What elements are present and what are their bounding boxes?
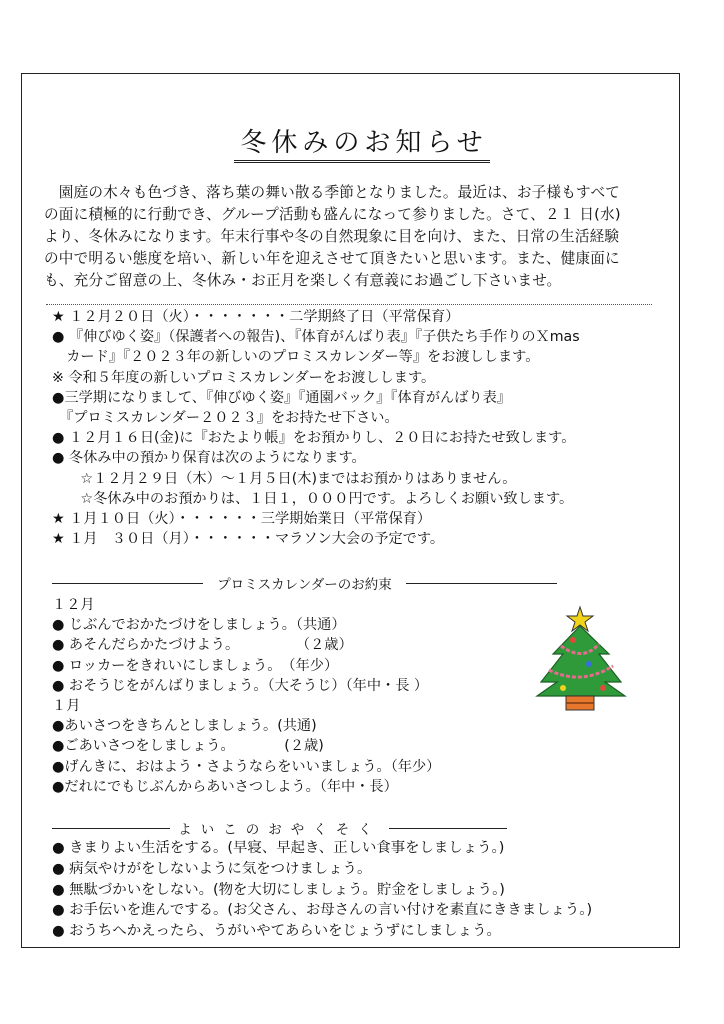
promise-item: ● あそんだらかたづけよう。 （２歳） (52, 637, 353, 654)
good-promise-heading-text: よいこのおやくそく (178, 822, 381, 838)
page-title-text: 冬休みのお知らせ (234, 128, 489, 163)
schedule-item: ● 冬休み中の預かり保育は次のようになります。 (52, 450, 366, 467)
promise-item: ●あいさつをきちんとしましょう。(共通) (52, 718, 317, 735)
intro-line: より、冬休みになります。年末行事や冬の自然現象に目を向け、また、日常の生活経験 (44, 228, 620, 245)
promise-heading-text: プロミスカレンダーのお約束 (217, 577, 392, 593)
good-promise-item: ● おうちへかえったら、うがいやてあらいをじょうずにしましょう。 (52, 923, 501, 940)
schedule-item: カード』『２０２３年の新しいのプロミスカレンダー等』をお渡しします。 (52, 349, 540, 366)
schedule-item: ● 『伸びゆく姿』（保護者への報告)、『体育がんばり表』『子供たち手作りのＸmas (52, 329, 580, 346)
schedule-item: ★ １月１０日（火）・・・・・・三学期始業日（平常保育） (52, 511, 432, 528)
promise-item: １月 (52, 698, 81, 715)
promise-item: ● じぶんでおかたづけをしましょう。（共通） (52, 617, 346, 634)
tree-body (537, 626, 625, 696)
promise-list (52, 595, 440, 797)
schedule-item: ☆冬休み中のお預かりは、１日１，０００円です。よろしくお願い致します。 (52, 490, 574, 507)
dotted-divider (46, 304, 652, 305)
heading-rule-left (52, 583, 203, 584)
schedule-item: ● １２月１６日(金)に『おたより帳』をお預かりし、２０日にお持たせ致します。 (52, 430, 576, 447)
christmas-tree-icon (533, 604, 633, 714)
good-promise-item: ● 無駄づかいをしない。(物を大切にしましょう。貯金をしましょう。) (52, 881, 505, 898)
tree-ornament (570, 637, 576, 643)
good-promise-item: ● 病気やけがをしないように気をつけましょう。 (52, 860, 372, 877)
promise-item: １２月 (52, 597, 95, 613)
intro-line: 園庭の木々も色づき、落ち葉の舞い散る季節となりました。最近は、お子様もすべて (44, 184, 621, 201)
schedule-item: ★ １月 ３０日（月）・・・・・・マラソン大会の予定です。 (52, 531, 445, 548)
promise-item: ●だれにでもじぶんからあいさつしよう。（年中・長） (52, 778, 398, 795)
tree-ornament (586, 661, 592, 667)
schedule-item: ☆１２月２９日（木）～１月５日(木)まではお預かりはありません。 (52, 470, 517, 487)
page-title (0, 122, 724, 159)
heading-rule-right (406, 583, 557, 584)
intro-line: の中で明るい態度を培い、新しい年を迎えさせて頂きたいと思います。また、健康面に (44, 250, 620, 267)
promise-heading (52, 573, 557, 593)
schedule-item: ※ 令和５年度の新しいプロミスカレンダーをお渡しします。 (52, 369, 436, 386)
good-promise-item: ● きまりよい生活をする。(早寝、早起き、正しい食事をしましょう。) (52, 840, 505, 856)
tree-ornament (600, 685, 606, 691)
promise-item: ● ロッカーをきれいにしましょう。 （年少） (52, 657, 339, 674)
schedule-item: 『プロミスカレンダー２０２３』をお持たせ下さい。 (52, 410, 399, 427)
good-promise-heading (52, 818, 507, 838)
schedule-list (52, 307, 580, 549)
intro-line: の面に積極的に行動でき、グループ活動も盛んになって参りました。さて、２１ 日(水) (44, 206, 621, 223)
promise-item: ● おそうじをがんばりましょう。（大そうじ）（年中・長 ） (52, 677, 429, 694)
promise-item: ●ごあいさつをしましょう。 (２歳) (52, 738, 324, 755)
heading-rule-left (52, 828, 170, 829)
heading-rule-right (389, 828, 507, 829)
intro-paragraph (44, 182, 674, 292)
tree-ornament (560, 685, 566, 691)
promise-item: ●げんきに、おはよう・さようならをいいましょう。（年少） (52, 758, 441, 775)
schedule-item: ★ １２月２０日（火）・・・・・・・二学期終了日（平常保育） (52, 309, 460, 325)
good-promise-item: ● お手伝いを進んでする。(お父さん、お母さんの言い付けを素直にききましょう。) (52, 902, 593, 919)
intro-line: も、充分ご留意の上、冬休み・お正月を楽しく有意義にお過ごし下さいませ。 (44, 272, 562, 289)
good-promise-list (52, 838, 592, 942)
schedule-item: ●三学期になりまして、『伸びゆく姿』『通園バック』『体育がんばり表』 (52, 389, 511, 406)
